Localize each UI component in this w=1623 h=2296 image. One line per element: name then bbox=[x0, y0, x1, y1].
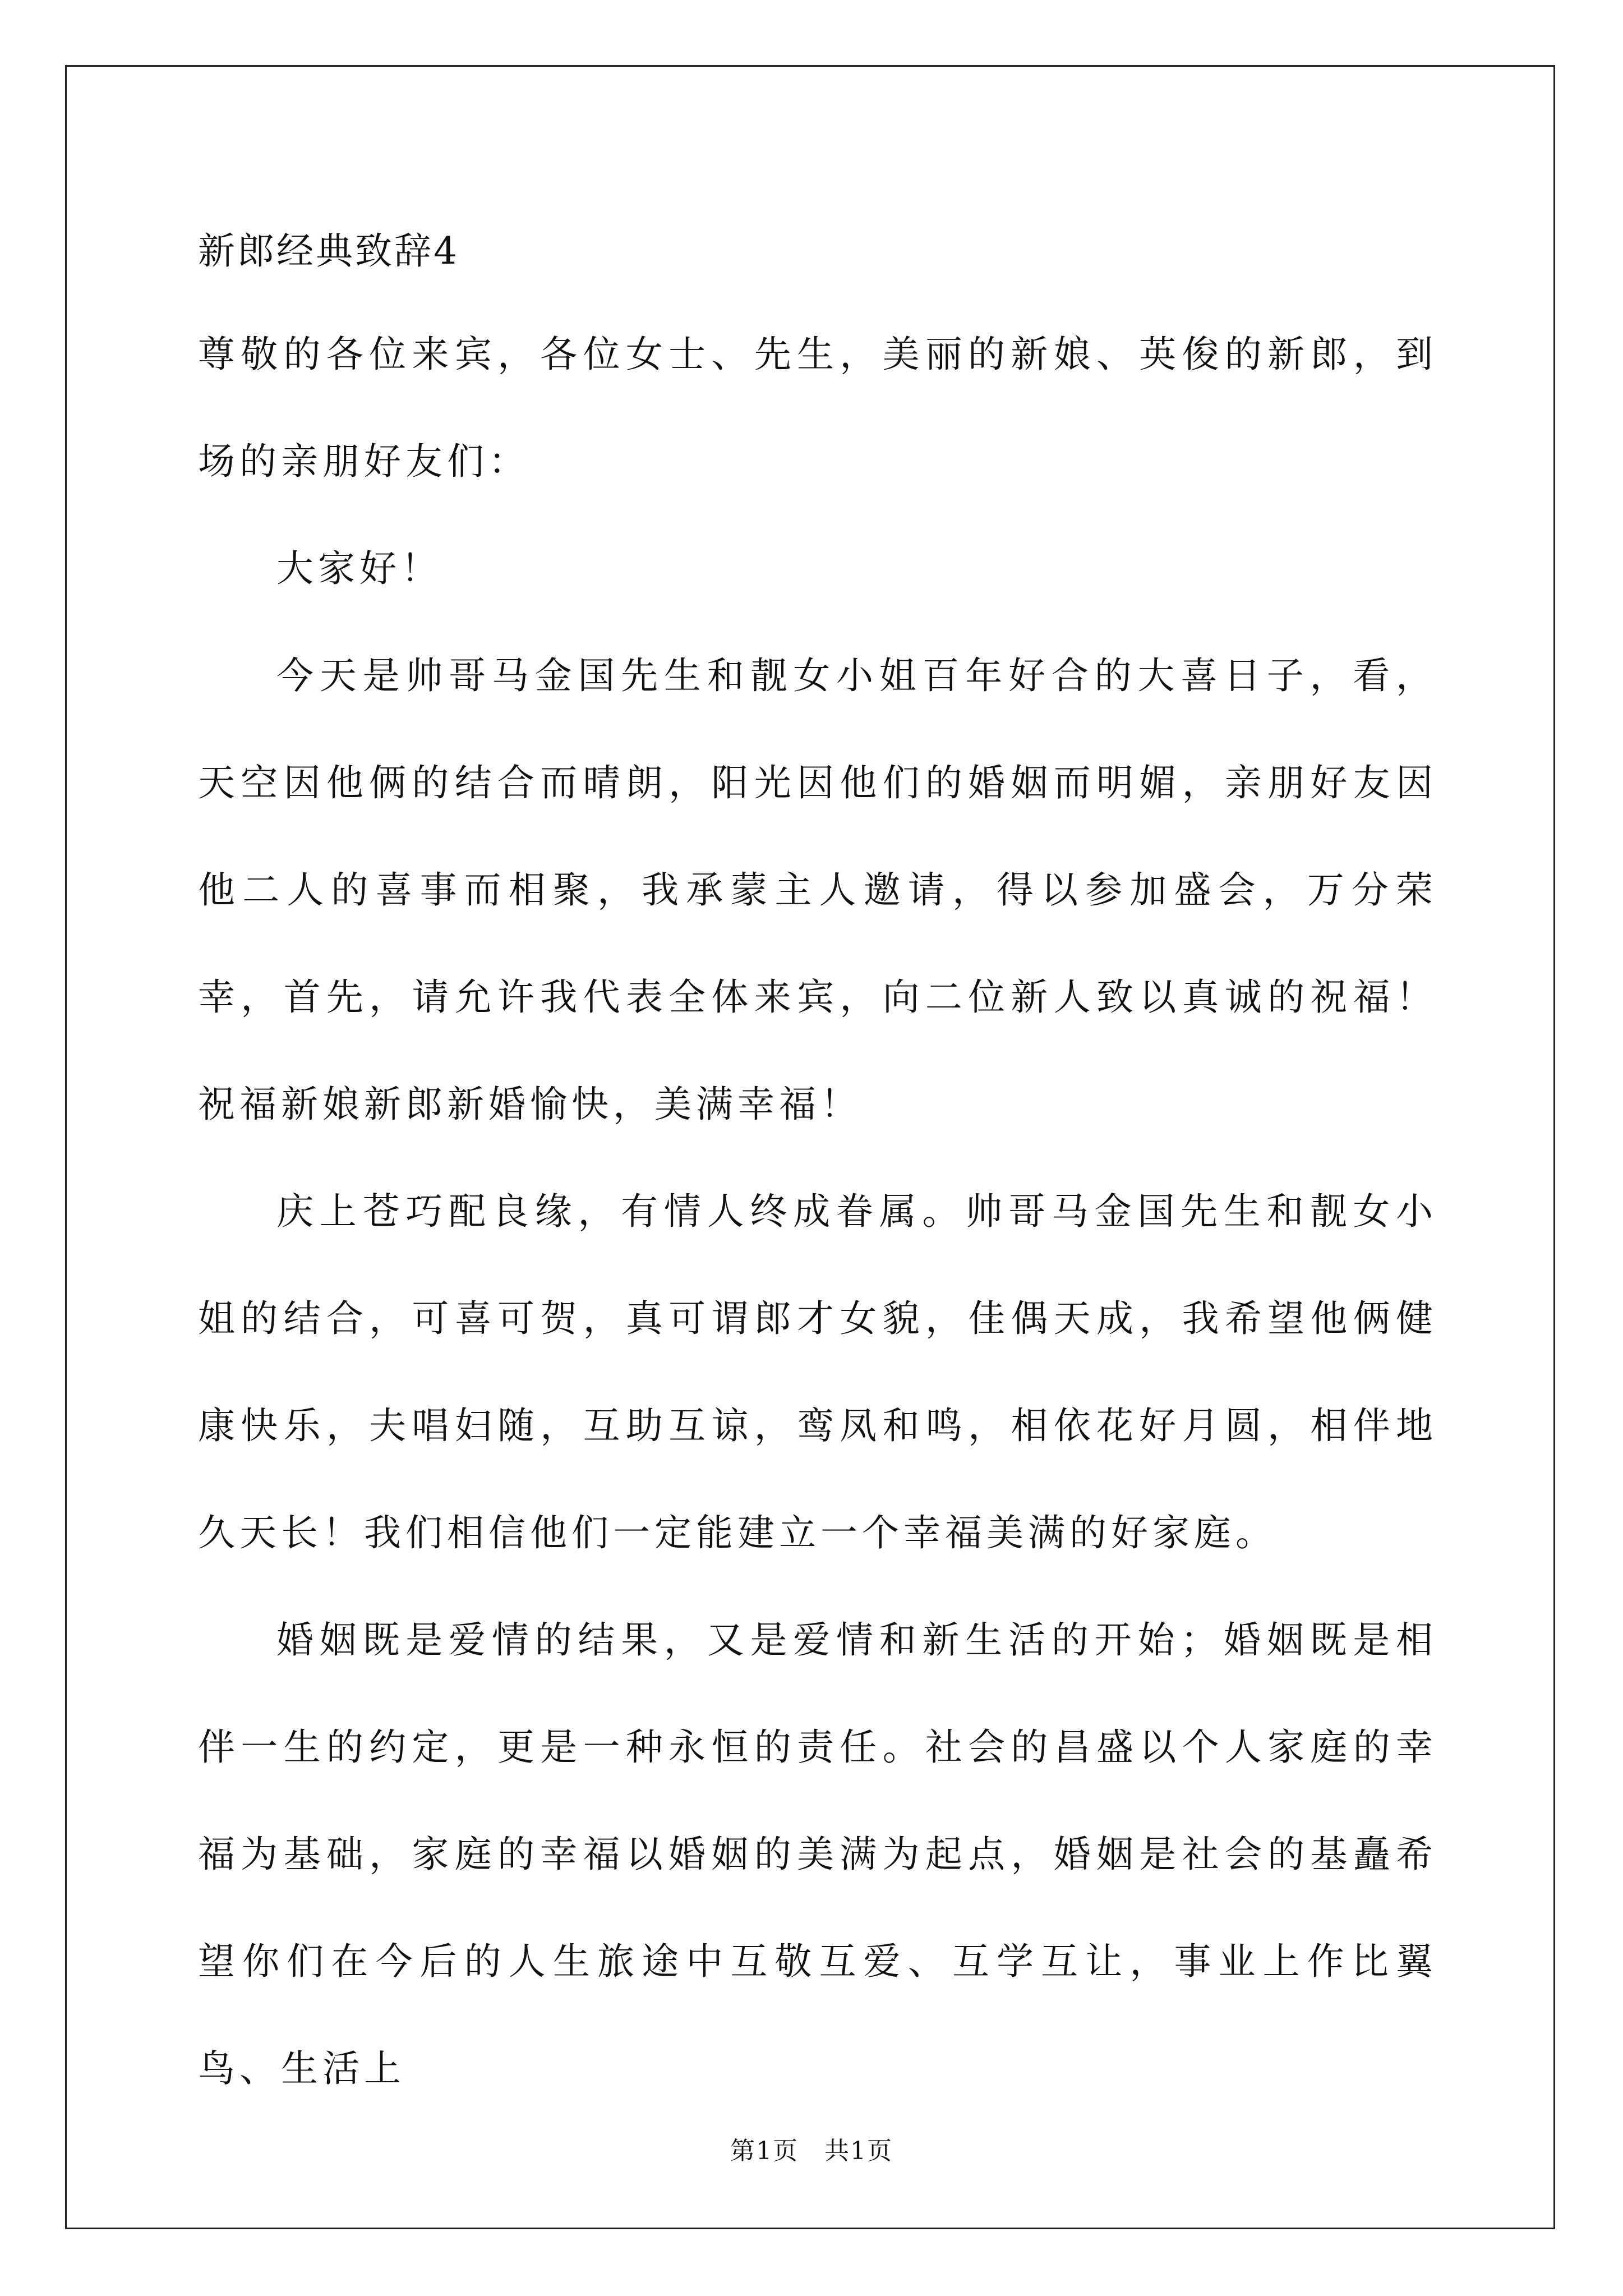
paragraph-salutation: 尊敬的各位来宾，各位女士、先生，美丽的新娘、英俊的新郎，到场的亲朋好友们： bbox=[198, 333, 1437, 483]
page-footer: 第1页 共1页 bbox=[730, 2137, 893, 2165]
paragraph-2: 庆上苍巧配良缘，有情人终成眷属。帅哥马金国先生和靓女小姐的结合，可喜可贺，真可谓郎才女貌，佳偶天成，我希望他俩健康快乐，夫唱妇随，互助互谅，鸾凤和鸣，相依花好月圆，相伴地久天长！我们相信他们一定能建立一个幸福美满的好家庭。 bbox=[198, 1190, 1437, 1554]
document-body bbox=[198, 223, 1437, 2122]
paragraph-greeting: 大家好！ bbox=[276, 547, 442, 590]
paragraph-1: 今天是帅哥马金国先生和靓女小姐百年好合的大喜日子，看，天空因他俩的结合而晴朗，阳光因他们的婚姻而明媚，亲朋好友因他二人的喜事而相聚，我承蒙主人邀请，得以参加盛会，万分荣幸，首先，请允许我代表全体来宾，向二位新人致以真诚的祝福！祝福新娘新郎新婚愉快，美满幸福！ bbox=[198, 654, 1437, 1126]
paragraph-3: 婚姻既是爱情的结果，又是爱情和新生活的开始；婚姻既是相伴一生的约定，更是一种永恒的责任。社会的昌盛以个人家庭的幸福为基础，家庭的幸福以婚姻的美满为起点，婚姻是社会的基矗希望你们在今后的人生旅途中互敬互爱、互学互让，事业上作比翼鸟、生活上 bbox=[198, 1618, 1437, 2090]
document-title: 新郎经典致辞4 bbox=[198, 229, 459, 273]
